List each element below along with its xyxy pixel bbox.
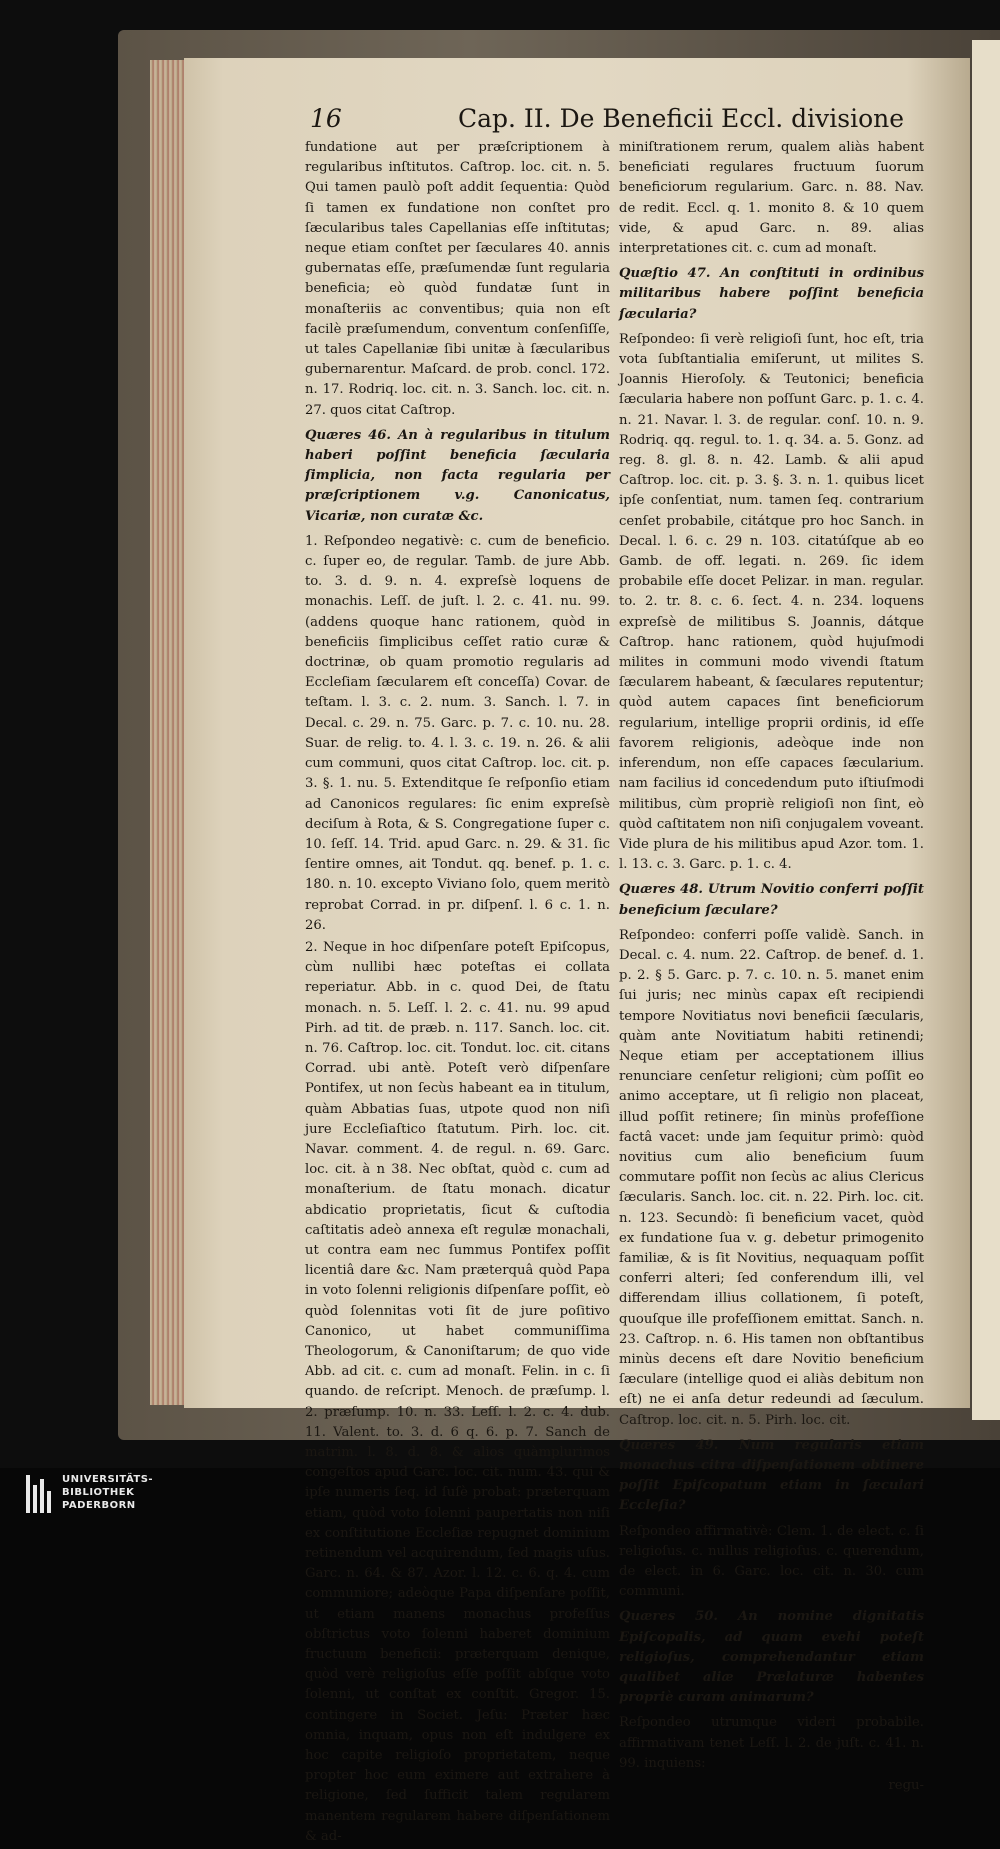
paragraph: fundatione aut per præſcriptionem à regularibus inſtitutos. Caſtrop. loc. cit. n. 5. Qui tamen paulò poſt addit ſequentia: Quòd ſi tamen ex fundatione non conſtet pro ſæcularibus tales Capellanias eſſe inſtitutas; neque etiam conſtet per ſæculares 40. annis gubernatas eſſe, præſumendæ ſunt regularia beneficia; eò quòd fundatæ ſunt in monaſteriis ac conventibus; quia non eſt facilè præſumendum, conventum conſenſiſſe, ut tales Capellaniæ ſibi unitæ à ſæcularibus gubernarentur. Maſcard. de prob. concl. 172. n. 17. Rodriq. loc. cit. n. 3. Sanch. loc. cit. n. 27. quos citat Caſtrop. (305, 140, 610, 418)
page-number: 16 (310, 104, 342, 133)
page-title: Cap. II. De Beneficii Eccl. divisione (458, 104, 905, 133)
running-head (310, 104, 935, 138)
question-heading: Quæres 49. Num regularis etiam monachus citra diſpenſationem obtinere poſſit Epiſcopatum etiam in ſæculari Eccleſia? (619, 1437, 924, 1514)
question-heading: Quæres 46. An à regularibus in titulum haberi poſſint beneficia ſæcularia ſimplicia, non facta regularia per præſcriptionem v.g. Canonicatus, Vicariæ, non curatæ &c. (305, 427, 610, 524)
paragraph: 2. Neque in hoc diſpenſare poteſt Epiſcopus, cùm nullibi hæc poteſtas ei collata reperiatur. Abb. in c. quod Dei, de ſtatu monach. n. 5. Leſſ. l. 2. c. 41. nu. 99 apud Pirh. ad tit. de præb. n. 117. Sanch. loc. cit. n. 76. Caſtrop. loc. cit. Tondut. loc. cit. citans Corrad. ubi antè. Poteſt verò diſpenſare Pontifex, ut non ſecùs habeant ea in titulum, quàm Abbatias ſuas, utpote quod non niſi jure Eccleſiaſtico ſtatutum. Pirh. loc. cit. Navar. comment. 4. de regul. n. 69. Garc. loc. cit. à n 38. Nec obſtat, quòd c. cum ad monaſterium. de ſtatu monach. dicatur abdicatio proprietatis, ſicut & cuſtodia caſtitatis adeò annexa eſt regulæ monachali, ut contra eam nec ſummus Pontifex poſſit licentiâ dare &c. Nam præterquâ quòd Papa in voto ſolenni religionis diſpenſare poſſit, eò quòd ſolennitas voti ſit de jure poſitivo Canonico, ut habet communiſſima Theologorum, & Canoniſtarum; de quo vide Abb. ad cit. c. cum ad monaſt. Felin. in c. ſi quando. de reſcript. Menoch. de præſump. l. 2. præſump. 10. n. 33. Leſſ. l. 2. c. 4. dub. 11. Valent. to. 3. d. 6 q. 6. p. 7. Sanch de matrim. l. 8. d. 8. & alios quàmplurimos congeſtos apud Garc. loc. cit. num. 43. qui & ipſe numeris ſeq. id ſuſè probat: præterquam etiam, quòd voto ſolenni paupertatis non niſi ex conſtitutione Eccleſiæ repugnet dominium retinendum vel acquirendum, ſed magis uſus. Garc. n. 64. & 87. Azor. l. 12. c. 6. q. 4. cum communiore; adeòque Papa diſpenſare poſſit, ut etiam manens monachus profeſſus obſtrictus voto ſolenni haberet dominium fructuum beneficii: præterquam denique, quòd verè religioſus eſſe poſſit abſque voto ſolenni, ut conſtat ex conſtit. Gregor. 15. contingere in Societ. Jeſu: Præter hæc omnia, inquam, opus non eſt indulgere ex hoc capite religioſo proprietatem, neque propter hoc eum eximere aut extrahere à religione, ſed ſufficit talem regularem manentem regularem habere diſpenſationem & ad- (305, 939, 610, 1844)
library-name-line: BIBLIOTHEK (62, 1487, 135, 1498)
library-name (62, 1473, 153, 1512)
page-edges (150, 60, 186, 1405)
library-name-line: UNIVERSITÄTS- (62, 1474, 154, 1485)
paragraph: Reſpondeo utrumque videri probabile. affirmativam tenet Leſſ. l. 2. de juſt. c. 41. n. 99. inquiens: (619, 1715, 924, 1771)
question-heading: Quæres 50. An nomine dignitatis Epiſcopalis, ad quam evehi poteſt religioſus, comprehendantur etiam qualibet aliæ Prælaturæ habentes propriè curam animarum? (619, 1609, 924, 1706)
paragraph: Reſpondeo affirmativè: Clem. 1. de elect. c. ſi religioſus. c. nullus religioſus. c. querendum, de elect. in 6. Garc. loc. cit. n. 30. cum communi. (619, 1523, 924, 1600)
paragraph: Reſpondeo: conferri poſſe validè. Sanch. in Decal. c. 4. num. 22. Caſtrop. de benef. d. 1. p. 2. § 5. Garc. p. 7. c. 10. n. 5. manet enim ſui juris; nec minùs capax eſt recipiendi tempore Novitiatus novi beneficii ſæcularis, quàm ante Novitiatum habiti retinendi; Neque etiam per acceptationem illius renunciare cenſetur religioni; cùm poſſit eo animo acceptare, ut ſi religio non placeat, illud poſſit retinere; ſin minùs profeſſione factâ vacet: unde jam ſequitur primò: quòd novitius cum alio beneficium ſuum commutare poſſit non ſecùs ac alius Clericus ſæcularis. Sanch. loc. cit. n. 22. Pirh. loc. cit. n. 123. Secundò: ſi beneficium vacet, quòd ex fundatione ſua v. g. debetur primogenito familiæ, & is ſit Novitius, nequaquam poſſit conferri alteri; ſed conferendum illi, vel differendam illius collationem, ſi poteſt, quouſque ille profeſſionem emittat. Sanch. n. 23. Caſtrop. n. 6. His tamen non obſtantibus minùs decens eſt dare Novitio beneficium ſæculare (intellige quod ei aliàs debitum non eſt) ne ei anſa detur redeundi ad ſæculum. Caſtrop. loc. cit. n. 5. Pirh. loc. cit. (619, 927, 924, 1428)
library-logo-icon (26, 1475, 56, 1513)
library-name-line: PADERBORN (62, 1500, 136, 1511)
catchword: regu- (888, 1778, 924, 1794)
question-heading: Quæres 48. Utrum Novitio conferri poſſit beneficium ſæculare? (619, 882, 924, 918)
right-text-column (619, 138, 924, 1798)
library-logo (26, 1473, 326, 1517)
left-text-column (305, 138, 610, 1849)
paragraph: 1. Reſpondeo negativè: c. cum de beneficio. c. ſuper eo, de regular. Tamb. de jure Abb. to. 3. d. 9. n. 4. expreſsè loquens de monachis. Leſſ. de juſt. l. 2. c. 41. nu. 99. (addens quoque hanc rationem, quòd in beneficiis ſimplicibus ceſſet ratio curæ & doctrinæ, ob quam promotio regularis ad Eccleſiam ſæcularem eſt conceſſa) Covar. de teſtam. l. 3. c. 2. num. 3. Sanch. l. 7. in Decal. c. 29. n. 75. Garc. p. 7. c. 10. nu. 28. Suar. de relig. to. 4. l. 3. c. 19. n. 26. & alii cum communi, quos citat Caſtrop. loc. cit. p. 3. §. 1. nu. 5. Extenditque ſe reſponſio etiam ad Canonicos regulares: ſic enim expreſsè deciſum à Rota, & S. Congregatione ſuper c. 10. ſeſſ. 14. Trid. apud Garc. n. 29. & 31. ſic ſentire omnes, ait Tondut. qq. benef. p. 1. c. 180. n. 10. excepto Viviano ſolo, quem meritò reprobat Corrad. in pr. diſpenſ. l. 6 c. 1. n. 26. (305, 533, 610, 933)
question-heading: Quæſtio 47. An conſtituti in ordinibus militaribus habere poſſint beneficia ſæcularia? (619, 266, 924, 322)
paragraph: miniſtrationem rerum, qualem aliàs habent beneficiati regulares fructuum ſuorum beneficiorum regularium. Garc. n. 88. Nav. de redit. Eccl. q. 1. monito 8. & 10 quem vide, & apud Garc. n. 89. alias interpretationes cit. c. cum ad monaſt. (619, 140, 924, 257)
facing-page-edge (972, 40, 1000, 1420)
paragraph: Reſpondeo: ſi verè religioſi ſunt, hoc eſt, tria vota ſubſtantialia emiſerunt, ut milites S. Joannis Hieroſoly. & Teutonici; beneficia ſæcularia habere non poſſunt Garc. p. 1. c. 4. n. 21. Navar. l. 3. de regular. conſ. 10. n. 9. Rodriq. qq. regul. to. 1. q. 34. a. 5. Gonz. ad reg. 8. gl. 8. n. 42. Lamb. & alii apud Caſtrop. loc. cit. p. 3. §. 3. n. 1. quibus licet ipſe conſentiat, num. tamen ſeq. contrarium cenſet probabile, citátque pro hoc Sanch. in Decal. l. 6. c. 29 n. 103. citatúſque ab eo Gamb. de off. legati. n. 269. ſic idem probabile eſſe docet Pelizar. in man. regular. to. 2. tr. 8. c. 6. ſect. 4. n. 234. loquens expreſsè de militibus S. Joannis, dátque Caſtrop. hanc rationem, quòd hujuſmodi milites in communi modo vivendi ſtatum ſæcularem habeant, & ſæculares reputentur; quòd autem capaces ſint beneficiorum regularium, intellige proprii ordinis, id eſſe favorem religionis, adeòque inde non inferendum, non eſſe capaces ſæcularium. nam facilius id concedendum puto iſtiuſmodi militibus, cùm propriè religioſi non ſint, eò quòd caſtitatem non niſi conjugalem voveant. Vide plura de his militibus apud Azor. tom. 1. l. 13. c. 3. Garc. p. 1. c. 4. (619, 331, 924, 873)
